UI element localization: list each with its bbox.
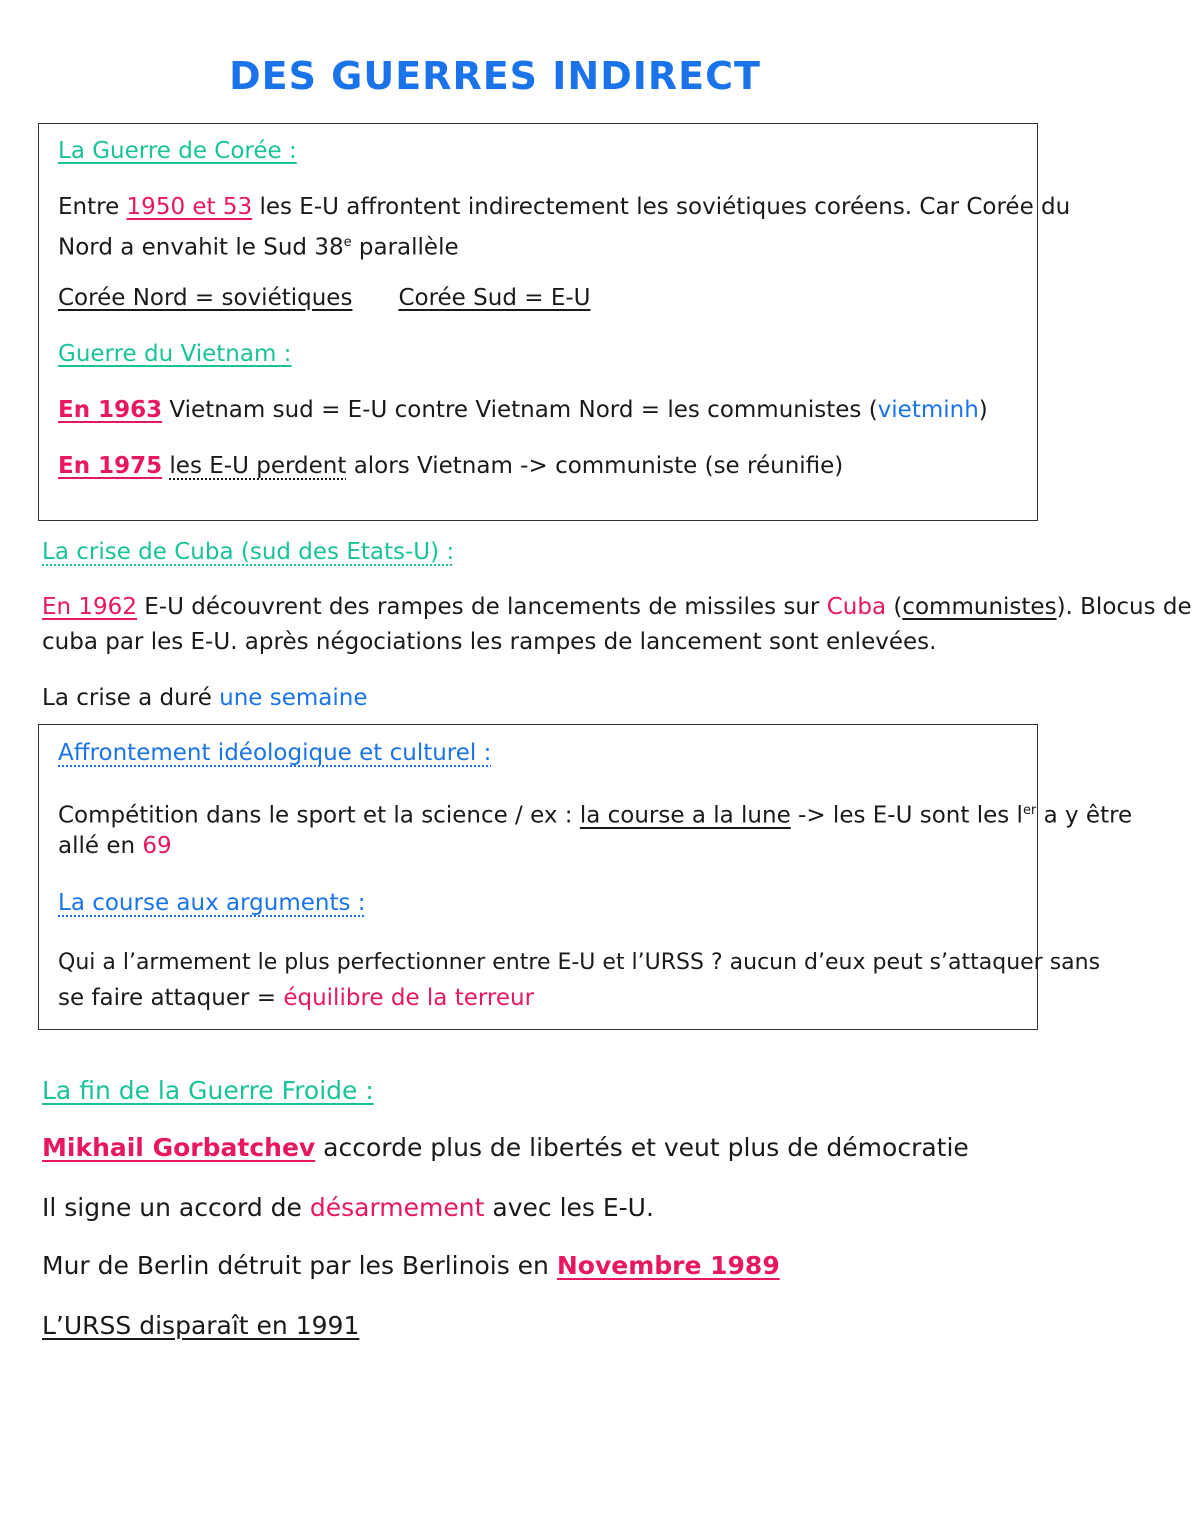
korea-p2-post: parallèle [351,234,459,261]
korea-heading-text: La Guerre de Corée : [58,138,297,164]
end-l2-post: avec les E-U. [484,1193,654,1222]
arms-line1 [58,945,1101,980]
cuba-word: Cuba [826,594,887,620]
vietnam-l2-text: alors Vietnam -> communiste (se réunifie) [346,453,844,479]
vietnam-line2 [58,449,1040,484]
ideo-heading-text: Affrontement idéologique et culturel : [58,740,492,766]
end-line4 [42,1308,1040,1343]
ideo-l1-sup: er [1022,803,1037,818]
korea-p1-pre: Entre [58,194,127,220]
arms-heading [58,886,1040,921]
korea-paragraph-line2 [58,225,1040,266]
cuba-line2 [42,625,1040,660]
vietnam-heading [58,337,1040,372]
end-gorbatchev: Mikhail Gorbatchev [42,1133,316,1162]
korea-north: Corée Nord = soviétiques [58,285,353,311]
end-heading [42,1073,1040,1108]
cuba-date-1962: En 1962 [42,594,137,620]
cuba-communists: communistes [902,594,1057,620]
cuba-l3-pre: La crise a duré [42,685,220,711]
korea-heading [58,134,1040,169]
cuba-heading-text: La crise de Cuba (sud des Etats-U) : [42,539,455,565]
cuba-l2-text: cuba par les E-U. après négociations les rampes de lancement sont enlevées. [42,629,937,655]
end-line3 [42,1248,1040,1283]
cuba-duration: une semaine [219,685,368,711]
vietnam-date-1975: En 1975 [58,453,163,479]
korea-p2-sup: e [343,235,352,250]
cuba-l1-open: ( [886,594,903,620]
end-line2 [42,1190,1040,1225]
ideo-l1-post: -> les E-U sont les l [790,802,1023,829]
arms-line2 [58,981,1040,1016]
korea-sides [58,281,1040,316]
vietnam-l1-text: Vietnam sud = E-U contre Vietnam Nord = les communistes ( [162,397,878,423]
korea-p1-post: les E-U affrontent indirectement les soviétiques coréens. Car Corée du [252,194,1071,220]
korea-paragraph-line1 [58,190,1071,225]
page-title: DES GUERRES INDIRECT [229,54,761,98]
ideo-l1-pre: Compétition dans le sport et la science / ex : [58,802,580,829]
vietnam-l1-close: ) [978,397,988,423]
end-l3-pre: Mur de Berlin détruit par les Berlinois en [42,1251,557,1280]
end-ussr-1991: L’URSS disparaît en 1991 [42,1311,360,1340]
korea-p2-pre: Nord a envahit le Sud 38 [58,234,344,261]
korea-south: Corée Sud = E-U [398,285,591,311]
vietnam-heading-text: Guerre du Vietnam : [58,341,292,367]
cuba-heading [42,535,1040,570]
arms-l1-text: Qui a l’armement le plus perfectionner entre E-U et l’URSS ? aucun d’eux peut s’attaquer sans [58,950,1101,975]
end-heading-text: La fin de la Guerre Froide : [42,1076,374,1105]
korea-dates: 1950 et 53 [126,194,253,220]
ideo-line1 [58,793,1133,834]
end-disarmament: désarmement [309,1193,485,1222]
arms-terror-balance: équilibre de la terreur [283,985,535,1011]
end-line1 [42,1130,1040,1165]
end-l1-text: accorde plus de libertés et veut plus de démocratie [315,1133,969,1162]
cuba-line1 [42,590,1192,625]
ideo-heading [58,736,1040,771]
vietnam-line1 [58,393,1040,428]
cuba-line3 [42,681,1040,716]
arms-l2-pre: se faire attaquer = [58,985,284,1011]
arms-heading-text: La course aux arguments : [58,890,366,916]
ideo-year-69: 69 [142,833,172,859]
vietnam-date-1963: En 1963 [58,397,163,423]
end-date-1989: Novembre 1989 [556,1251,780,1280]
ideo-l1-end: a y être [1036,802,1133,829]
end-l2-pre: Il signe un accord de [42,1193,310,1222]
ideo-line2 [58,829,1040,864]
vietnam-vietminh: vietminh [877,397,979,423]
ideo-l2-pre: allé en [58,833,143,859]
cuba-l1-text: E-U découvrent des rampes de lancements de missiles sur [136,594,827,620]
ideo-moon-race: la course a la lune [579,802,791,829]
vietnam-us-lose: les E-U perdent [169,453,347,479]
cuba-l1-close: ). Blocus de [1056,594,1192,620]
